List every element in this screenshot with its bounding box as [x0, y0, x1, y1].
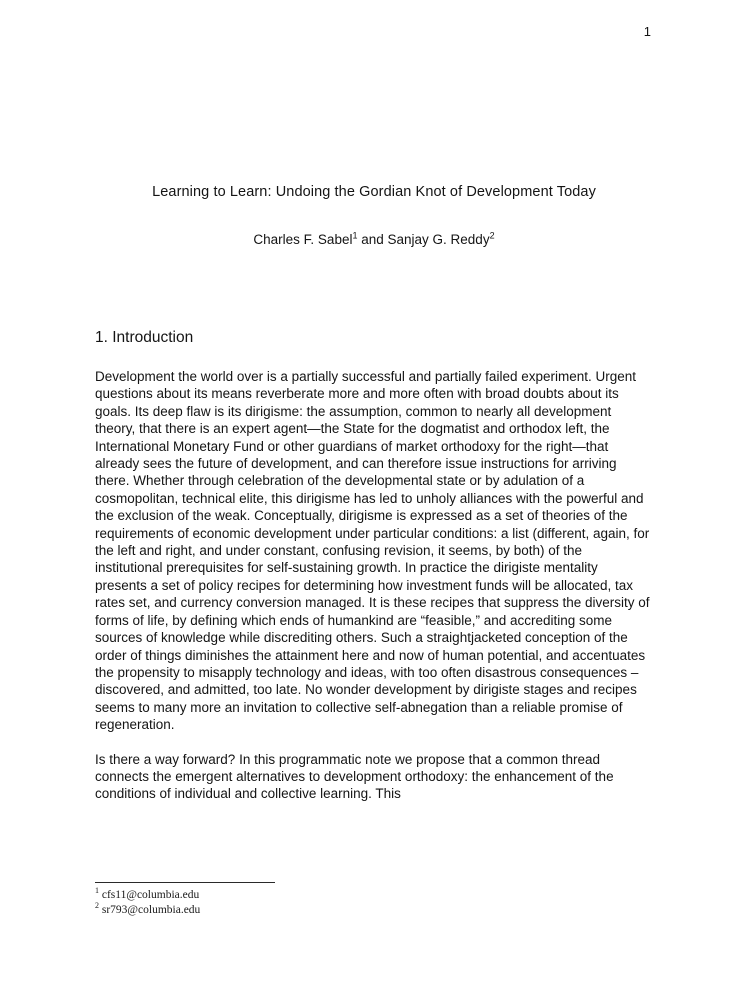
authors-connector: and: [357, 232, 388, 247]
paper-title: Learning to Learn: Undoing the Gordian Knot of Development Today: [152, 184, 596, 200]
author-2: Sanjay G. Reddy: [387, 232, 490, 247]
footnote-1-marker: 1: [95, 886, 99, 896]
footnote-area: [95, 882, 653, 918]
footnote-2-text: sr793@columbia.edu: [101, 904, 201, 916]
footnote-2: [95, 903, 653, 918]
author-1: Charles F. Sabel: [253, 232, 353, 247]
page-number: 1: [643, 24, 651, 39]
author-1-footnote-ref: 1: [352, 230, 358, 241]
intro-paragraph-2: Is there a way forward? In this programmatic note we propose that a common thread connects the emergent alternatives to development orthodoxy: the enhancement of the conditions of individual and collective learning. This: [95, 751, 614, 802]
section-heading-introduction: 1. Introduction: [95, 329, 194, 346]
footnote-separator: [95, 882, 275, 883]
author-2-footnote-ref: 2: [489, 230, 495, 241]
footnote-1-text: cfs11@columbia.edu: [101, 889, 200, 901]
footnote-2-marker: 2: [95, 901, 99, 911]
authors-line: [95, 232, 653, 247]
footnote-1: [95, 888, 653, 903]
intro-paragraph-1: Development the world over is a partially successful and partially failed experiment. Urgent questions about its means reverberate more and more often with broad doubts about its goals. Its deep flaw is its dirigisme: the assumption, common to nearly all development theory, that there is an expert agent—the State for the dogmatist and orthodox left, the International Monetary Fund or other guardians of market orthodoxy for the right—that already sees the future of development, and can therefore issue instructions for arriving there. Whether through celebration of the developmental state or by adulation of a cosmopolitan, technical elite, this dirigisme has led to unholy alliances with the powerful and the exclusion of the weak. Conceptually, dirigisme is expressed as a set of theories of the requirements of economic development under particular conditions: a list (different, again, for the left and right, and under constant, confusing revision, it seems, by both) of the institutional prerequisites for self-sustaining growth. In practice the dirigiste mentality presents a set of policy recipes for determining how investment funds will be allocated, tax rates set, and currency conversion managed. It is these recipes that suppress the diversity of forms of life, by defining which ends of humankind are “feasible,” and accrediting some sources of knowledge while discrediting others. Such a straightjacketed conception of the order of things diminishes the attainment here and now of human potential, and accentuates the propensity to misapply technology and ideas, with too often disastrous consequences – discovered, and admitted, too late. No wonder development by dirigiste stages and recipes seems to many more an invitation to collective self-abnegation than a reliable promise of regeneration.: [95, 369, 650, 733]
page-content: [95, 0, 653, 803]
